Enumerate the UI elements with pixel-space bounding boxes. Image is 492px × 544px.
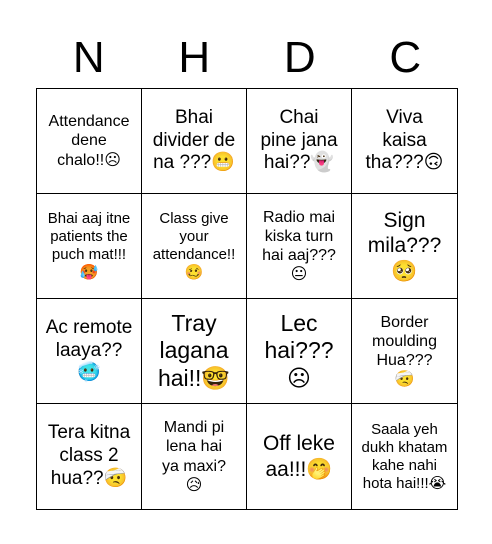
bingo-cell-r2c4[interactable] [352,194,457,299]
cell-text: Sign mila??? 🥺 [367,209,442,283]
cell-text: Mandi pi lena hai ya maxi? 😥 [161,419,227,494]
bingo-cell-r3c4[interactable] [352,299,457,404]
header-letter-n: N [72,33,105,82]
header-letter-c: C [389,33,422,82]
bingo-cell-r1c3[interactable] [247,89,352,194]
bingo-cell-r3c3[interactable] [247,299,352,404]
cell-text: Lec hai??? ☹ [264,309,334,391]
bingo-cell-r4c4[interactable] [352,404,457,509]
cell-text: Saala yeh dukh khatam kahe nahi hota hai!!!😭 [361,420,448,492]
cell-text: Bhai aaj itne patients the puch mat!!! 🥵 [47,210,131,281]
bingo-cell-r1c2[interactable] [142,89,247,194]
cell-text: Border moulding Hua??? 🤕 [372,313,437,389]
cell-text: Chai pine jana hai??👻 [260,106,338,174]
bingo-cell-r4c3[interactable] [247,404,352,509]
cell-text: Tera kitna class 2 hua??🤕 [47,422,131,489]
bingo-cell-r3c2[interactable] [142,299,247,404]
header-letter-h: H [178,33,211,82]
cell-text: Viva kaisa tha???🙃 [365,106,444,174]
bingo-board [36,88,458,510]
cell-text: Class give your attendance!! 🥴 [152,210,236,281]
header-letter-d: D [283,33,316,82]
bingo-cell-r1c1[interactable] [37,89,142,194]
bingo-header [36,28,458,88]
cell-text: Bhai divider de na ???😬 [152,106,236,174]
bingo-cell-r2c1[interactable] [37,194,142,299]
cell-text: Off leke aa!!!🤭 [263,432,335,481]
bingo-cell-r3c1[interactable] [37,299,142,404]
bingo-cell-r1c4[interactable] [352,89,457,194]
cell-text: Attendance dene chalo!!☹ [48,113,130,169]
bingo-cell-r2c3[interactable] [247,194,352,299]
bingo-cell-r4c2[interactable] [142,404,247,509]
bingo-cell-r4c1[interactable] [37,404,142,509]
bingo-cell-r2c2[interactable] [142,194,247,299]
cell-text: Ac remote laaya?? 🥶 [45,316,133,384]
cell-text: Tray lagana hai!!🤓 [157,309,231,391]
cell-text: Radio mai kiska turn hai aaj??? 😐 [262,208,336,284]
